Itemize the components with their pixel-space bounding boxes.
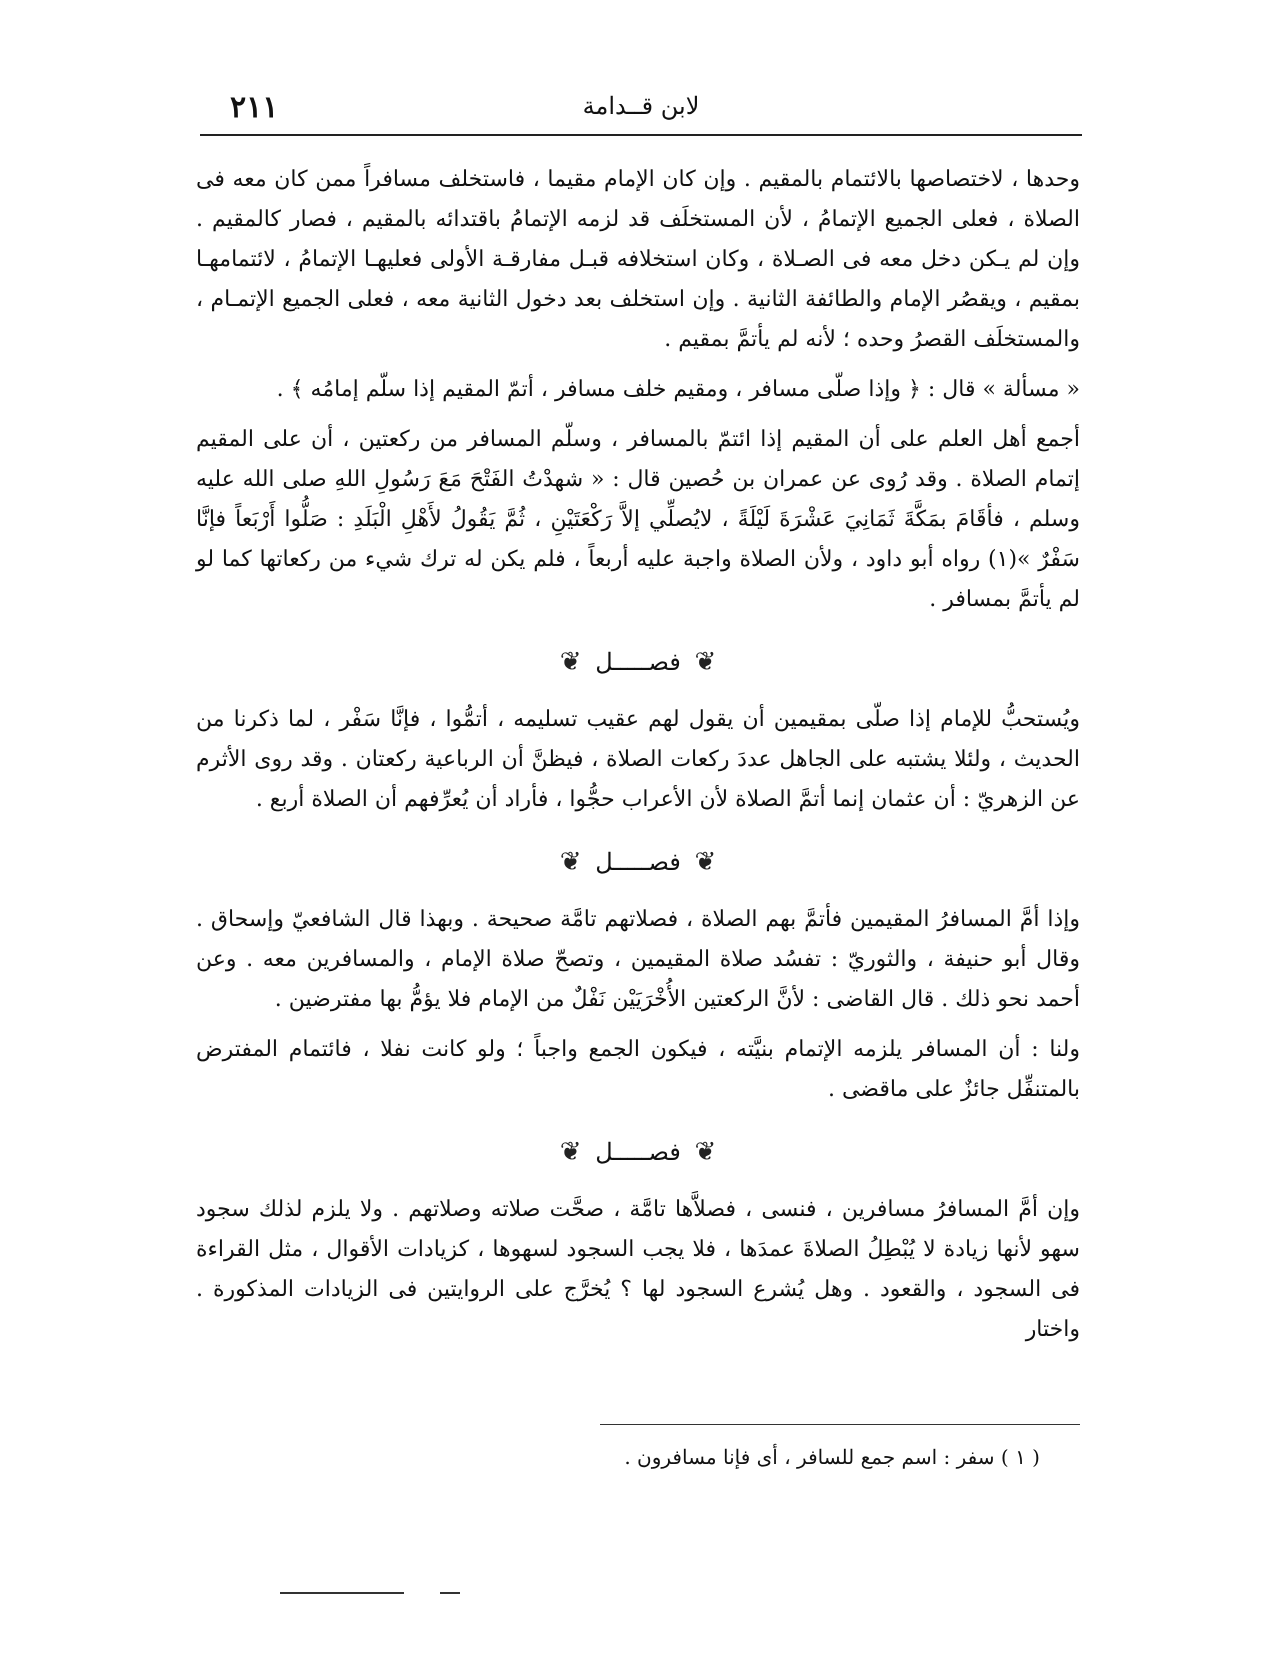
paragraph: وإذا أمَّ المسافرُ المقيمين فأتمَّ بهم الصلاة ، فصلاتهم تامَّة صحيحة . وبهذا قال الشافعيّ وإسحاق . وقال أبو حنيفة ، والثوريّ : تفسُد صلاة المقيمين ، وتصحّ صلاة الإمام ، والمسافرين معه . وعن أحمد نحو ذلك . قال القاضى : لأنَّ الركعتين الأُخْرَيَيْن نَفْلٌ من الإمام فلا يؤمُّ بها مفترضين . <box>196 907 1080 1012</box>
bottom-rule <box>440 1592 460 1594</box>
paragraph-masala: « مسألة » قال : ﴿ وإذا صلّى مسافر ، ومقيم خلف مسافر ، أتمّ المقيم إذا سلّم إمامُه ﴾ . <box>276 377 1080 402</box>
page-header <box>200 88 1082 132</box>
page-number: ٢١١ <box>230 90 279 125</box>
paragraph: أجمع أهل العلم على أن المقيم إذا ائتمّ بالمسافر ، وسلّم المسافر من ركعتين ، أن على المقيم إتمام الصلاة . وقد رُوى عن عمران بن حُصين قال : « شهدْتُ الفَتْحَ مَعَ رَسُولِ اللهِ صلى الله عليه وسلم ، فأقَامَ بمَكَّةَ ثَمَانِيَ عَشْرَةَ لَيْلَةً ، لايُصلِّي إلاَّ رَكْعَتَيْنِ ، ثُمَّ يَقُولُ لأَهْلِ الْبَلَدِ : صَلُّوا أَرْبَعاً فإنَّا سَفْرٌ »(١) رواه أبو داود ، ولأن الصلاة واجبة عليه أربعاً ، فلم يكن له ترك شيء من ركعاتها كما لو لم يأتمَّ بمسافر . <box>196 427 1080 612</box>
section-divider <box>196 1120 1080 1184</box>
paragraph: ويُستحبُّ للإمام إذا صلّى بمقيمين أن يقول لهم عقيب تسليمه ، أتمُّوا ، فإنَّا سَفْر ، لما ذكرنا من الحديث ، ولئلا يشتبه على الجاهل عددَ ركعات الصلاة ، فيظنَّ أن الرباعية ركعتان . وقد روى الأثرم عن الزهريّ : أن عثمان إنما أتمَّ الصلاة لأن الأعراب حجُّوا ، فأراد أن يُعرِّفهم أن الصلاة أربع . <box>196 707 1080 812</box>
ornament-icon: ❦ <box>559 1137 582 1167</box>
header-rule <box>200 134 1082 136</box>
section-heading: فصـــــل <box>595 848 681 876</box>
main-text <box>196 160 1080 1360</box>
footnote: ( ١ ) سفر : اسم جمع للسافر ، أى فإنا مسافرون . <box>624 1445 1040 1469</box>
paragraph: ولنا : أن المسافر يلزمه الإتمام بنيَّته ، فيكون الجمع واجباً ؛ ولو كانت نفلا ، فائتمام المفترض بالمتنفِّل جائزٌ على ماقضى . <box>196 1037 1080 1102</box>
paragraph: وإن أمَّ المسافرُ مسافرين ، فنسى ، فصلاَّها تامَّة ، صحَّت صلاته وصلاتهم . ولا يلزم لذلك سجود سهو لأنها زيادة لا يُبْطِلُ الصلاةَ عمدَها ، فلا يجب السجود لسهوها ، كزيادات الأقوال ، مثل القراءة فى السجود ، والقعود . وهل يُشرع السجود لها ؟ يُخرَّج على الروايتين فى الزيادات المذكورة . واختار <box>196 1197 1080 1342</box>
section-heading: فصـــــل <box>595 648 681 676</box>
ornament-icon: ❦ <box>694 1137 717 1167</box>
ornament-icon: ❦ <box>559 847 582 877</box>
bottom-rule <box>280 1592 404 1594</box>
ornament-icon: ❦ <box>694 847 717 877</box>
running-title: لابن قــدامة <box>582 92 700 120</box>
section-divider <box>196 830 1080 894</box>
paragraph: وحدها ، لاختصاصها بالائتمام بالمقيم . وإن كان الإمام مقيما ، فاستخلف مسافراً ممن كان معه فى الصلاة ، فعلى الجميع الإتمامُ ، لأن المستخلَف قد لزمه الإتمامُ باقتدائه بالمقيم ، فصار كالمقيم . وإن لم يـكن دخل معه فى الصـلاة ، وكان استخلافه قبـل مفارقـة الأولى فعليهـا الإتمامُ ، لائتمامهـا بمقيم ، ويقصُر الإمام والطائفة الثانية . وإن استخلف بعد دخول الثانية معه ، فعلى الجميع الإتمـام ، والمستخلَف القصرُ وحده ؛ لأنه لم يأتمَّ بمقيم . <box>196 167 1080 352</box>
section-divider <box>196 630 1080 694</box>
ornament-icon: ❦ <box>559 647 582 677</box>
section-heading: فصـــــل <box>595 1138 681 1166</box>
footnote-rule <box>600 1424 1080 1425</box>
ornament-icon: ❦ <box>694 647 717 677</box>
